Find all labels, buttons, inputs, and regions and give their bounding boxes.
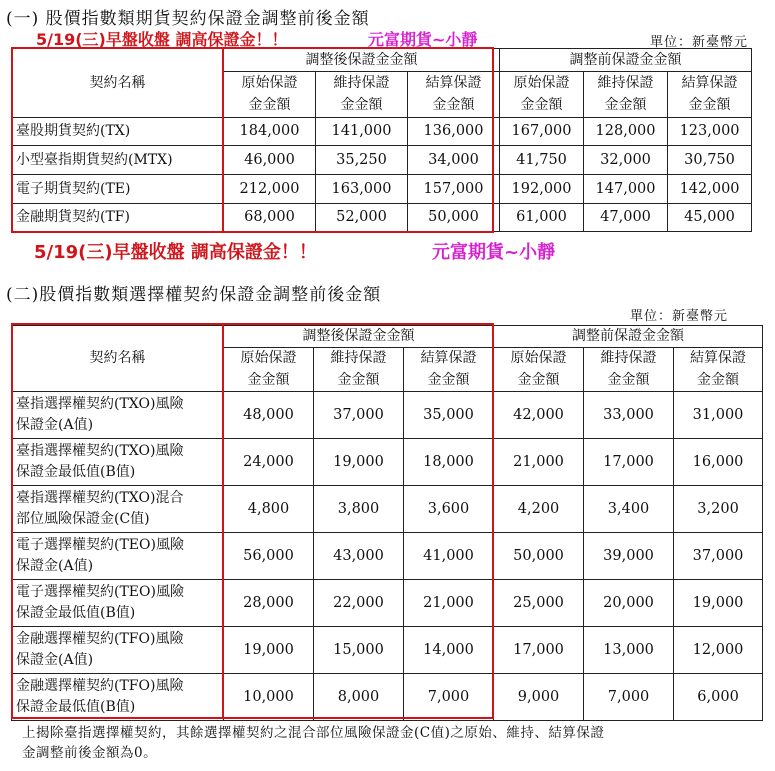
contract-name-line2: 保證金最低值(B值) bbox=[16, 464, 136, 480]
contract-name-line2: 保證金最低值(B值) bbox=[16, 605, 136, 621]
contract-name: 臺股期貨契約(TX) bbox=[12, 118, 224, 146]
header-before-maint-l1: 維持保證 bbox=[584, 348, 674, 370]
contract-name-line1: 臺指選擇權契約(TXO)風險 bbox=[16, 443, 184, 459]
section1-banner-red: 5/19(三)早盤收盤 調高保證金！！ bbox=[36, 30, 288, 49]
after-initial: 48,000 bbox=[224, 392, 314, 439]
after-initial: 46,000 bbox=[224, 146, 316, 175]
contract-name-line1: 電子選擇權契約(TEO)風險 bbox=[16, 537, 184, 553]
header-before-group: 調整前保證金金額 bbox=[494, 326, 763, 348]
section1-banner-magenta: 元富期貨~小靜 bbox=[368, 30, 478, 49]
after-maint: 163,000 bbox=[316, 175, 408, 204]
header-after-maint-l1: 維持保證 bbox=[316, 72, 408, 95]
after-settle: 21,000 bbox=[404, 580, 494, 627]
before-initial: 21,000 bbox=[494, 439, 584, 486]
after-maint: 15,000 bbox=[314, 627, 404, 674]
before-maint: 147,000 bbox=[584, 175, 668, 204]
after-settle: 34,000 bbox=[408, 146, 500, 175]
section1-unit: 單位：新臺幣元 bbox=[650, 35, 749, 50]
table-row bbox=[12, 175, 752, 204]
futures-margin-table bbox=[11, 48, 752, 232]
before-initial: 41,750 bbox=[500, 146, 584, 175]
header-after-group: 調整後保證金金額 bbox=[224, 49, 500, 72]
before-initial: 61,000 bbox=[500, 204, 584, 232]
header-before-settle-l2: 金金額 bbox=[674, 370, 763, 392]
after-maint: 22,000 bbox=[314, 580, 404, 627]
after-maint: 52,000 bbox=[316, 204, 408, 232]
table-row bbox=[12, 580, 763, 627]
before-settle: 142,000 bbox=[668, 175, 752, 204]
before-maint: 33,000 bbox=[584, 392, 674, 439]
before-maint: 3,400 bbox=[584, 486, 674, 533]
before-maint: 20,000 bbox=[584, 580, 674, 627]
section2-title: (二)股價指數類選擇權契約保證金調整前後金額 bbox=[6, 285, 382, 305]
contract-name-line1: 臺指選擇權契約(TXO)混合 bbox=[16, 490, 184, 506]
table-row bbox=[12, 204, 752, 232]
after-settle: 157,000 bbox=[408, 175, 500, 204]
contract-name-line1: 電子選擇權契約(TEO)風險 bbox=[16, 584, 184, 600]
before-initial: 50,000 bbox=[494, 533, 584, 580]
before-settle: 16,000 bbox=[674, 439, 763, 486]
header-contract-name: 契約名稱 bbox=[12, 326, 224, 392]
contract-name-line2: 保證金最低值(B值) bbox=[16, 699, 136, 715]
footnote-line2: 金調整前後金額為0。 bbox=[22, 745, 158, 761]
header-before-maint-l2: 金金額 bbox=[584, 95, 668, 118]
header-before-maint-l2: 金金額 bbox=[584, 370, 674, 392]
header-after-maint-l2: 金金額 bbox=[314, 370, 404, 392]
after-settle: 18,000 bbox=[404, 439, 494, 486]
header-after-settle-l2: 金金額 bbox=[404, 370, 494, 392]
before-initial: 192,000 bbox=[500, 175, 584, 204]
table-row bbox=[12, 486, 763, 533]
header-after-initial-l2: 金金額 bbox=[224, 370, 314, 392]
header-contract-name: 契約名稱 bbox=[12, 49, 224, 118]
middle-banner-red: 5/19(三)早盤收盤 調高保證金！！ bbox=[34, 242, 317, 263]
after-maint: 141,000 bbox=[316, 118, 408, 146]
table-row bbox=[12, 439, 763, 486]
table-row bbox=[12, 533, 763, 580]
before-maint: 128,000 bbox=[584, 118, 668, 146]
before-maint: 47,000 bbox=[584, 204, 668, 232]
contract-name-line1: 臺指選擇權契約(TXO)風險 bbox=[16, 396, 184, 412]
before-initial: 167,000 bbox=[500, 118, 584, 146]
after-settle: 136,000 bbox=[408, 118, 500, 146]
before-initial: 42,000 bbox=[494, 392, 584, 439]
after-initial: 19,000 bbox=[224, 627, 314, 674]
header-after-group: 調整後保證金金額 bbox=[224, 326, 494, 348]
before-settle: 31,000 bbox=[674, 392, 763, 439]
middle-banner-magenta: 元富期貨~小靜 bbox=[432, 242, 556, 263]
after-initial: 212,000 bbox=[224, 175, 316, 204]
before-settle: 123,000 bbox=[668, 118, 752, 146]
before-initial: 4,200 bbox=[494, 486, 584, 533]
header-after-initial-l1: 原始保證 bbox=[224, 72, 316, 95]
contract-name: 電子期貨契約(TE) bbox=[12, 175, 224, 204]
header-before-settle-l1: 結算保證 bbox=[668, 72, 752, 95]
header-before-group: 調整前保證金金額 bbox=[500, 49, 752, 72]
after-initial: 184,000 bbox=[224, 118, 316, 146]
header-after-initial-l2: 金金額 bbox=[224, 95, 316, 118]
before-maint: 32,000 bbox=[584, 146, 668, 175]
after-initial: 10,000 bbox=[224, 674, 314, 721]
header-after-maint-l1: 維持保證 bbox=[314, 348, 404, 370]
after-maint: 43,000 bbox=[314, 533, 404, 580]
header-before-initial-l2: 金金額 bbox=[494, 370, 584, 392]
contract-name-line2: 保證金(A值) bbox=[16, 417, 94, 433]
before-maint: 13,000 bbox=[584, 627, 674, 674]
contract-name-line1: 金融選擇權契約(TFO)風險 bbox=[16, 678, 184, 694]
before-initial: 25,000 bbox=[494, 580, 584, 627]
table-row bbox=[12, 627, 763, 674]
header-before-initial-l1: 原始保證 bbox=[494, 348, 584, 370]
contract-name: 小型臺指期貨契約(MTX) bbox=[12, 146, 224, 175]
after-initial: 4,800 bbox=[224, 486, 314, 533]
header-after-maint-l2: 金金額 bbox=[316, 95, 408, 118]
section2-unit: 單位：新臺幣元 bbox=[630, 309, 729, 324]
before-settle: 37,000 bbox=[674, 533, 763, 580]
table-row bbox=[12, 392, 763, 439]
contract-name-line2: 保證金(A值) bbox=[16, 652, 94, 668]
contract-name-line2: 部位風險保證金(C值) bbox=[16, 511, 150, 527]
after-settle: 14,000 bbox=[404, 627, 494, 674]
footnote-line1: 上揭除臺指選擇權契約，其餘選擇權契約之混合部位風險保證金(C值)之原始、維持、結算保證 bbox=[22, 725, 605, 741]
header-before-settle-l1: 結算保證 bbox=[674, 348, 763, 370]
before-settle: 3,200 bbox=[674, 486, 763, 533]
after-initial: 28,000 bbox=[224, 580, 314, 627]
header-after-settle-l1: 結算保證 bbox=[404, 348, 494, 370]
header-before-initial-l2: 金金額 bbox=[500, 95, 584, 118]
before-settle: 12,000 bbox=[674, 627, 763, 674]
after-settle: 35,000 bbox=[404, 392, 494, 439]
before-maint: 39,000 bbox=[584, 533, 674, 580]
section1-title: (一) 股價指數類期貨契約保證金調整前後金額 bbox=[6, 9, 370, 29]
options-margin-table bbox=[11, 325, 763, 721]
after-initial: 24,000 bbox=[224, 439, 314, 486]
after-initial: 68,000 bbox=[224, 204, 316, 232]
after-maint: 35,250 bbox=[316, 146, 408, 175]
table-row bbox=[12, 674, 763, 721]
before-settle: 45,000 bbox=[668, 204, 752, 232]
contract-name: 金融期貨契約(TF) bbox=[12, 204, 224, 232]
table-row bbox=[12, 118, 752, 146]
after-settle: 50,000 bbox=[408, 204, 500, 232]
contract-name-line2: 保證金(A值) bbox=[16, 558, 94, 574]
after-maint: 37,000 bbox=[314, 392, 404, 439]
after-maint: 8,000 bbox=[314, 674, 404, 721]
header-after-initial-l1: 原始保證 bbox=[224, 348, 314, 370]
before-maint: 17,000 bbox=[584, 439, 674, 486]
after-settle: 7,000 bbox=[404, 674, 494, 721]
header-after-settle-l2: 金金額 bbox=[408, 95, 500, 118]
after-initial: 56,000 bbox=[224, 533, 314, 580]
table-row bbox=[12, 146, 752, 175]
after-maint: 19,000 bbox=[314, 439, 404, 486]
after-settle: 41,000 bbox=[404, 533, 494, 580]
header-after-settle-l1: 結算保證 bbox=[408, 72, 500, 95]
before-initial: 9,000 bbox=[494, 674, 584, 721]
after-settle: 3,600 bbox=[404, 486, 494, 533]
before-initial: 17,000 bbox=[494, 627, 584, 674]
contract-name-line1: 金融選擇權契約(TFO)風險 bbox=[16, 631, 184, 647]
before-settle: 30,750 bbox=[668, 146, 752, 175]
header-before-settle-l2: 金金額 bbox=[668, 95, 752, 118]
header-before-maint-l1: 維持保證 bbox=[584, 72, 668, 95]
header-before-initial-l1: 原始保證 bbox=[500, 72, 584, 95]
after-maint: 3,800 bbox=[314, 486, 404, 533]
before-settle: 6,000 bbox=[674, 674, 763, 721]
before-settle: 19,000 bbox=[674, 580, 763, 627]
before-maint: 7,000 bbox=[584, 674, 674, 721]
